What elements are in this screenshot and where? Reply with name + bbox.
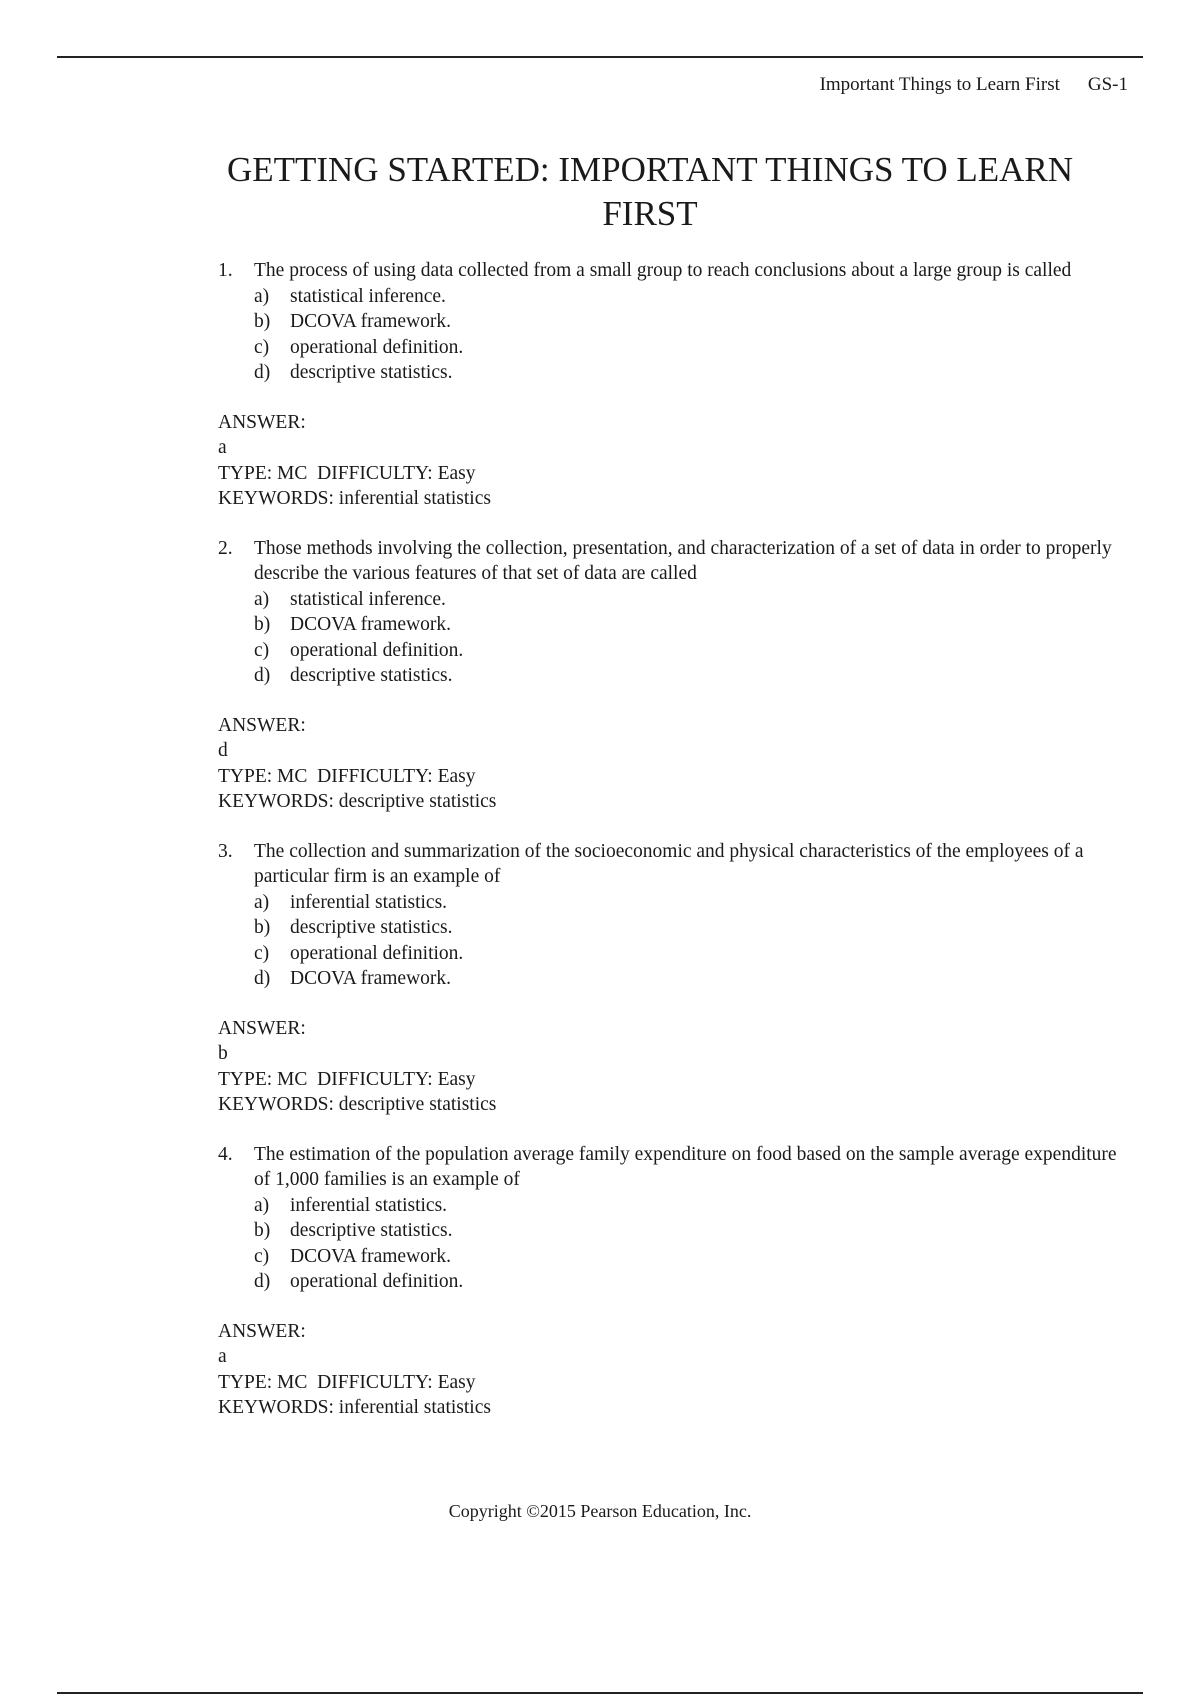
top-rule bbox=[57, 56, 1143, 58]
copyright-footer: Copyright ©2015 Pearson Education, Inc. bbox=[448, 1501, 752, 1521]
option-text: operational definition. bbox=[290, 639, 464, 661]
option-letter: a) bbox=[254, 285, 270, 307]
question-4 bbox=[218, 1142, 1128, 1193]
option-b bbox=[254, 1218, 1128, 1244]
option-text: operational definition. bbox=[290, 1271, 464, 1292]
type-difficulty: TYPE: MC DIFFICULTY: Easy bbox=[218, 1068, 476, 1090]
option-text: inferential statistics. bbox=[290, 1194, 448, 1216]
question-text: The collection and summarization of the socioeconomic and physical characteristics of the employees of a particular firm is an example of bbox=[254, 840, 1084, 887]
answer-value: a bbox=[218, 1346, 227, 1367]
option-letter: b) bbox=[254, 1220, 271, 1241]
option-letter: a) bbox=[254, 891, 270, 913]
option-text: operational definition. bbox=[290, 336, 464, 358]
option-text: DCOVA framework. bbox=[290, 614, 452, 635]
running-header bbox=[820, 74, 1128, 96]
question-block-4 bbox=[218, 1142, 1128, 1421]
option-letter: c) bbox=[254, 639, 270, 661]
answer-value: a bbox=[218, 437, 227, 458]
option-b bbox=[254, 612, 1128, 638]
question-number: 4. bbox=[218, 1143, 233, 1165]
question-number: 1. bbox=[218, 260, 233, 281]
option-d bbox=[254, 360, 1128, 386]
answer-label: ANSWER: bbox=[218, 411, 306, 433]
option-letter: d) bbox=[254, 1271, 271, 1292]
running-title: Important Things to Learn First bbox=[819, 74, 1060, 95]
answer-block bbox=[218, 1319, 1128, 1421]
option-b bbox=[254, 309, 1128, 335]
option-a bbox=[254, 587, 1128, 613]
option-letter: a) bbox=[254, 588, 270, 610]
option-letter: b) bbox=[254, 614, 271, 635]
options-list bbox=[218, 1193, 1128, 1295]
option-text: descriptive statistics. bbox=[290, 665, 453, 686]
type-difficulty: TYPE: MC DIFFICULTY: Easy bbox=[218, 462, 476, 484]
answer-block bbox=[218, 713, 1128, 815]
question-1 bbox=[218, 258, 1128, 284]
option-text: descriptive statistics. bbox=[290, 1220, 453, 1241]
question-2 bbox=[218, 536, 1128, 587]
question-3 bbox=[218, 839, 1128, 890]
options-list bbox=[218, 284, 1128, 386]
type-difficulty: TYPE: MC DIFFICULTY: Easy bbox=[218, 765, 476, 787]
keywords: KEYWORDS: descriptive statistics bbox=[218, 1094, 497, 1115]
option-text: inferential statistics. bbox=[290, 891, 448, 913]
answer-block bbox=[218, 1016, 1128, 1118]
option-letter: c) bbox=[254, 942, 270, 964]
question-number: 3. bbox=[218, 840, 233, 862]
option-letter: b) bbox=[254, 311, 271, 332]
option-text: DCOVA framework. bbox=[290, 311, 452, 332]
question-text: The process of using data collected from a small group to reach conclusions about a large group is called bbox=[254, 260, 1072, 281]
option-letter: c) bbox=[254, 1245, 270, 1267]
question-block-1 bbox=[218, 258, 1128, 512]
type-difficulty: TYPE: MC DIFFICULTY: Easy bbox=[218, 1371, 476, 1393]
option-d bbox=[254, 663, 1128, 689]
option-c bbox=[254, 335, 1128, 361]
option-a bbox=[254, 890, 1128, 916]
option-b bbox=[254, 915, 1128, 941]
option-text: descriptive statistics. bbox=[290, 917, 453, 938]
option-d bbox=[254, 966, 1128, 992]
option-a bbox=[254, 1193, 1128, 1219]
bottom-rule bbox=[57, 1692, 1143, 1694]
option-text: statistical inference. bbox=[290, 285, 446, 307]
question-block-3 bbox=[218, 839, 1128, 1118]
option-text: DCOVA framework. bbox=[290, 1245, 452, 1267]
page-title: GETTING STARTED: IMPORTANT THINGS TO LEARN FIRST bbox=[226, 150, 1074, 233]
page-number: GS-1 bbox=[1087, 74, 1128, 95]
option-letter: d) bbox=[254, 362, 271, 383]
options-list bbox=[218, 587, 1128, 689]
option-letter: a) bbox=[254, 1194, 270, 1216]
option-letter: b) bbox=[254, 917, 271, 938]
keywords: KEYWORDS: descriptive statistics bbox=[218, 791, 497, 812]
answer-label: ANSWER: bbox=[218, 1017, 306, 1039]
option-letter: d) bbox=[254, 968, 271, 989]
option-text: descriptive statistics. bbox=[290, 362, 453, 383]
option-a bbox=[254, 284, 1128, 310]
question-list bbox=[218, 258, 1128, 1445]
option-letter: c) bbox=[254, 336, 270, 358]
answer-value: b bbox=[218, 1043, 228, 1064]
keywords: KEYWORDS: inferential statistics bbox=[218, 488, 491, 509]
option-c bbox=[254, 1244, 1128, 1270]
question-text: Those methods involving the collection, presentation, and characterization of a set of data in order to properly describe the various features of that set of data are called bbox=[254, 537, 1112, 584]
answer-label: ANSWER: bbox=[218, 1320, 306, 1342]
answer-label: ANSWER: bbox=[218, 714, 306, 736]
question-block-2 bbox=[218, 536, 1128, 815]
option-c bbox=[254, 638, 1128, 664]
option-text: DCOVA framework. bbox=[290, 968, 452, 989]
option-c bbox=[254, 941, 1128, 967]
option-d bbox=[254, 1269, 1128, 1295]
options-list bbox=[218, 890, 1128, 992]
option-text: operational definition. bbox=[290, 942, 464, 964]
option-text: statistical inference. bbox=[290, 588, 446, 610]
keywords: KEYWORDS: inferential statistics bbox=[218, 1397, 491, 1418]
answer-value: d bbox=[218, 740, 228, 761]
option-letter: d) bbox=[254, 665, 271, 686]
question-number: 2. bbox=[218, 537, 233, 559]
question-text: The estimation of the population average family expenditure on food based on the sample average expenditure of 1,000 families is an example of bbox=[254, 1143, 1117, 1190]
answer-block bbox=[218, 410, 1128, 512]
